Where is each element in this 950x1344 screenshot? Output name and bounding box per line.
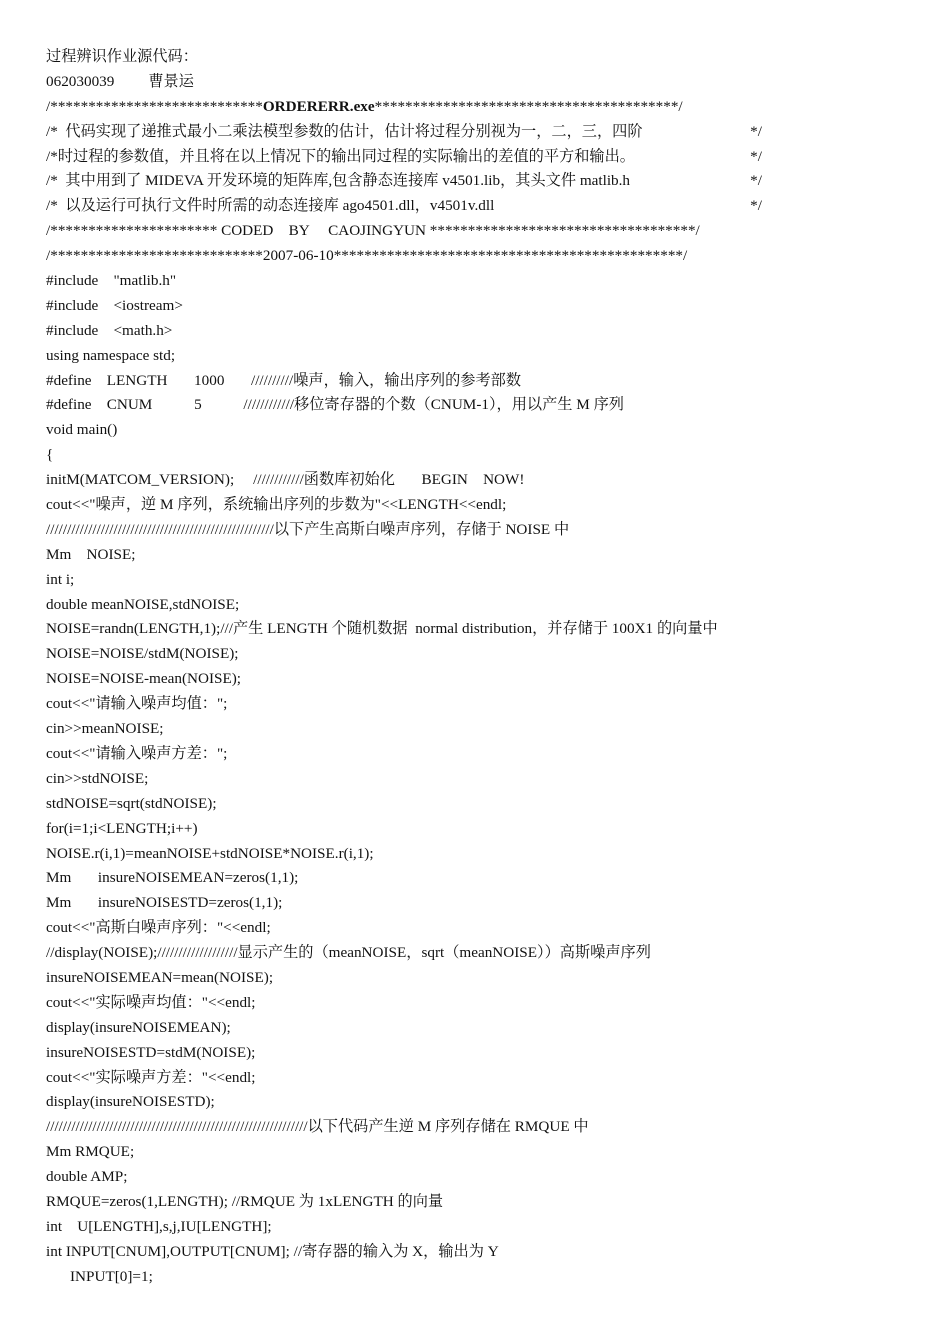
code-line: #include <math.h> — [46, 321, 173, 339]
student-id: 062030039 — [46, 72, 115, 90]
student-name: 曹景运 — [148, 72, 194, 90]
code-line: stdNOISE=sqrt(stdNOISE); — [46, 794, 217, 812]
code-line: cout<<"高斯白噪声序列："<<endl; — [46, 919, 271, 937]
source-code-document — [46, 45, 906, 1290]
code-line-indented: INPUT[0]=1; — [70, 1267, 153, 1285]
code-line: RMQUE=zeros(1,LENGTH); //RMQUE 为 1xLENGTH 的向量 — [46, 1192, 444, 1210]
code-line: NOISE.r(i,1)=meanNOISE+stdNOISE*NOISE.r(i,1); — [46, 844, 374, 862]
code-line: #define CNUM 5 ////////////移位寄存器的个数（CNUM-1），用以产生 M 序列 — [46, 396, 624, 414]
code-line: insureNOISEMEAN=mean(NOISE); — [46, 968, 274, 986]
program-name: ORDERERR.exe — [262, 97, 375, 115]
code-line: NOISE=NOISE-mean(NOISE); — [46, 670, 241, 688]
banner-date-line: /****************************2007-06-10**********************************************/ — [46, 247, 688, 265]
code-line: using namespace std; — [46, 346, 176, 364]
code-line: insureNOISESTD=stdM(NOISE); — [46, 1043, 256, 1061]
code-line: Mm NOISE; — [46, 545, 136, 563]
code-line: cin>>stdNOISE; — [46, 769, 149, 787]
code-line: //////////////////////////////////////////////////////以下产生高斯白噪声序列，存储于 NOISE 中 — [46, 520, 570, 538]
banner-coded-by-line: /********************** CODED BY CAOJINGYUN ***********************************/ — [46, 222, 700, 240]
banner-comment-line: /* 其中用到了 MIDEVA 开发环境的矩阵库,包含静态连接库 v4501.lib，其头文件 matlib.h */ — [46, 172, 762, 190]
code-line: //////////////////////////////////////////////////////////////以下代码产生逆 M 序列存储在 RMQUE 中 — [46, 1118, 589, 1136]
code-line: double AMP; — [46, 1168, 128, 1186]
code-line: initM(MATCOM_VERSION); ////////////函数库初始化 BEGIN NOW! — [46, 471, 525, 489]
document-title: 过程辨识作业源代码： — [46, 48, 198, 65]
code-line: display(insureNOISEMEAN); — [46, 1018, 231, 1036]
code-line: //display(NOISE);///////////////////显示产生的（meanNOISE，sqrt（meanNOISE））高斯噪声序列 — [46, 944, 651, 962]
code-line: int INPUT[CNUM],OUTPUT[CNUM]; //寄存器的输入为 X，输出为 Y — [46, 1242, 499, 1260]
code-line: for(i=1;i<LENGTH;i++) — [46, 819, 198, 837]
banner-comment-line: /*时过程的参数值，并且将在以上情况下的输出同过程的实际输出的差值的平方和输出。 */ — [46, 147, 762, 165]
code-line: cin>>meanNOISE; — [46, 720, 164, 738]
code-line: cout<<"噪声，逆 M 序列，系统输出序列的步数为"<<LENGTH<<endl; — [46, 496, 507, 514]
code-line: #include "matlib.h" — [46, 272, 177, 290]
banner-top-line: /****************************ORDERERR.exe****************************************/ — [46, 97, 683, 115]
author-line — [46, 70, 906, 95]
code-line: Mm insureNOISEMEAN=zeros(1,1); — [46, 869, 299, 887]
code-line: NOISE=randn(LENGTH,1);///产生 LENGTH 个随机数据 normal distribution，并存储于 100X1 的向量中 — [46, 620, 718, 638]
code-line: display(insureNOISESTD); — [46, 1093, 215, 1111]
banner-comment-line: /* 以及运行可执行文件时所需的动态连接库 ago4501.dll，v4501v.dll */ — [46, 197, 762, 215]
code-line: cout<<"实际噪声方差："<<endl; — [46, 1068, 256, 1086]
code-line: cout<<"请输入噪声方差："; — [46, 744, 228, 762]
code-line: { — [46, 446, 54, 464]
code-line: double meanNOISE,stdNOISE; — [46, 595, 240, 613]
code-line: #define LENGTH 1000 //////////噪声，输入，输出序列的参考部数 — [46, 371, 522, 389]
code-line: cout<<"实际噪声均值："<<endl; — [46, 993, 256, 1011]
code-line: NOISE=NOISE/stdM(NOISE); — [46, 645, 239, 663]
code-line: #include <iostream> — [46, 296, 183, 314]
code-line: Mm insureNOISESTD=zeros(1,1); — [46, 894, 283, 912]
code-line: void main() — [46, 421, 118, 439]
code-line: cout<<"请输入噪声均值："; — [46, 695, 228, 713]
code-line: Mm RMQUE; — [46, 1143, 135, 1161]
code-line: int i; — [46, 570, 75, 588]
banner-comment-line: /* 代码实现了递推式最小二乘法模型参数的估计，估计将过程分别视为一，二，三，四阶 */ — [46, 122, 762, 140]
code-line: int U[LENGTH],s,j,IU[LENGTH]; — [46, 1217, 272, 1235]
